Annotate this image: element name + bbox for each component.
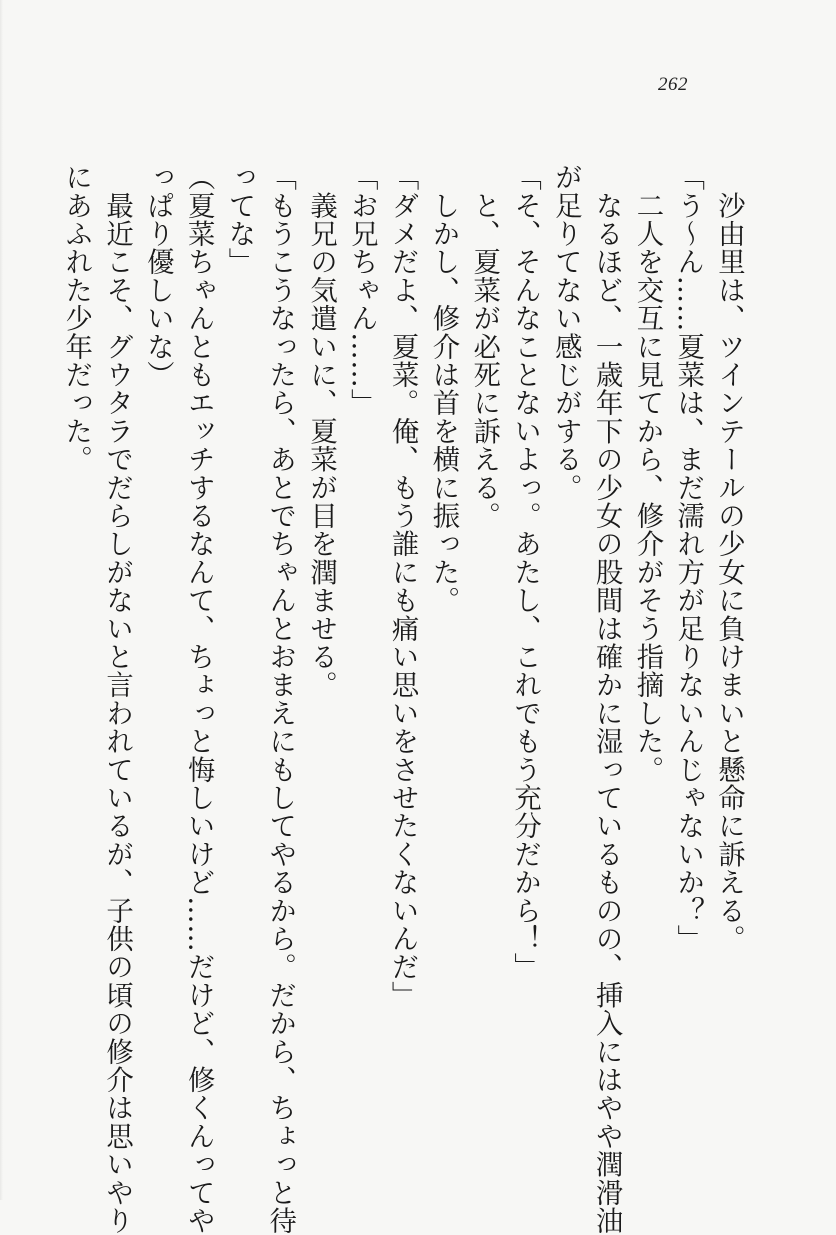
text-line: が足りてない感じがする。: [549, 163, 581, 502]
text-line: と、夏菜が必死に訴える。: [468, 163, 500, 530]
text-line: 最近こそ、グウタラでだらしがないと言われているが、子供の頃の修介は思いやり: [101, 163, 133, 1235]
text-line: 義兄の気遣いに、夏菜が目を潤ませる。: [305, 163, 337, 699]
text-line: 二人を交互に見てから、修介がそう指摘した。: [631, 163, 663, 784]
text-line: しかし、修介は首を横に振った。: [427, 163, 459, 615]
scan-edge-shadow: [0, 0, 3, 1200]
text-line: 「お兄ちゃん……」: [345, 163, 377, 417]
text-line: 「う〜ん……夏菜は、まだ濡れ方が足りないんじゃないか？」: [672, 163, 704, 953]
text-line: ってな」: [223, 163, 255, 276]
text-line: っぱり優しいな）: [141, 163, 173, 389]
vertical-text-body: [54, 163, 748, 1235]
text-line: （夏菜ちゃんともエッチするなんて、ちょっと悔しいけど……だけど、修くんってや: [182, 163, 214, 1235]
text-line: 「ダメだよ、夏菜。俺、もう誰にも痛い思いをさせたくないんだ」: [386, 163, 418, 1009]
text-line: 沙由里は、ツインテールの少女に負けまいと懸命に訴える。: [713, 163, 744, 953]
text-line: 「もうこうなったら、あとでちゃんとおまえにもしてやるから。だから、ちょっと待: [264, 163, 296, 1235]
text-line: にあふれた少年だった。: [60, 163, 92, 474]
text-line: なるほど、一歳年下の少女の股間は確かに湿っているものの、挿入にはやや潤滑油: [590, 163, 622, 1235]
text-line: 「そ、そんなことないよっ。あたし、これでもう充分だから！」: [509, 163, 541, 981]
page-number: 262: [658, 74, 688, 95]
